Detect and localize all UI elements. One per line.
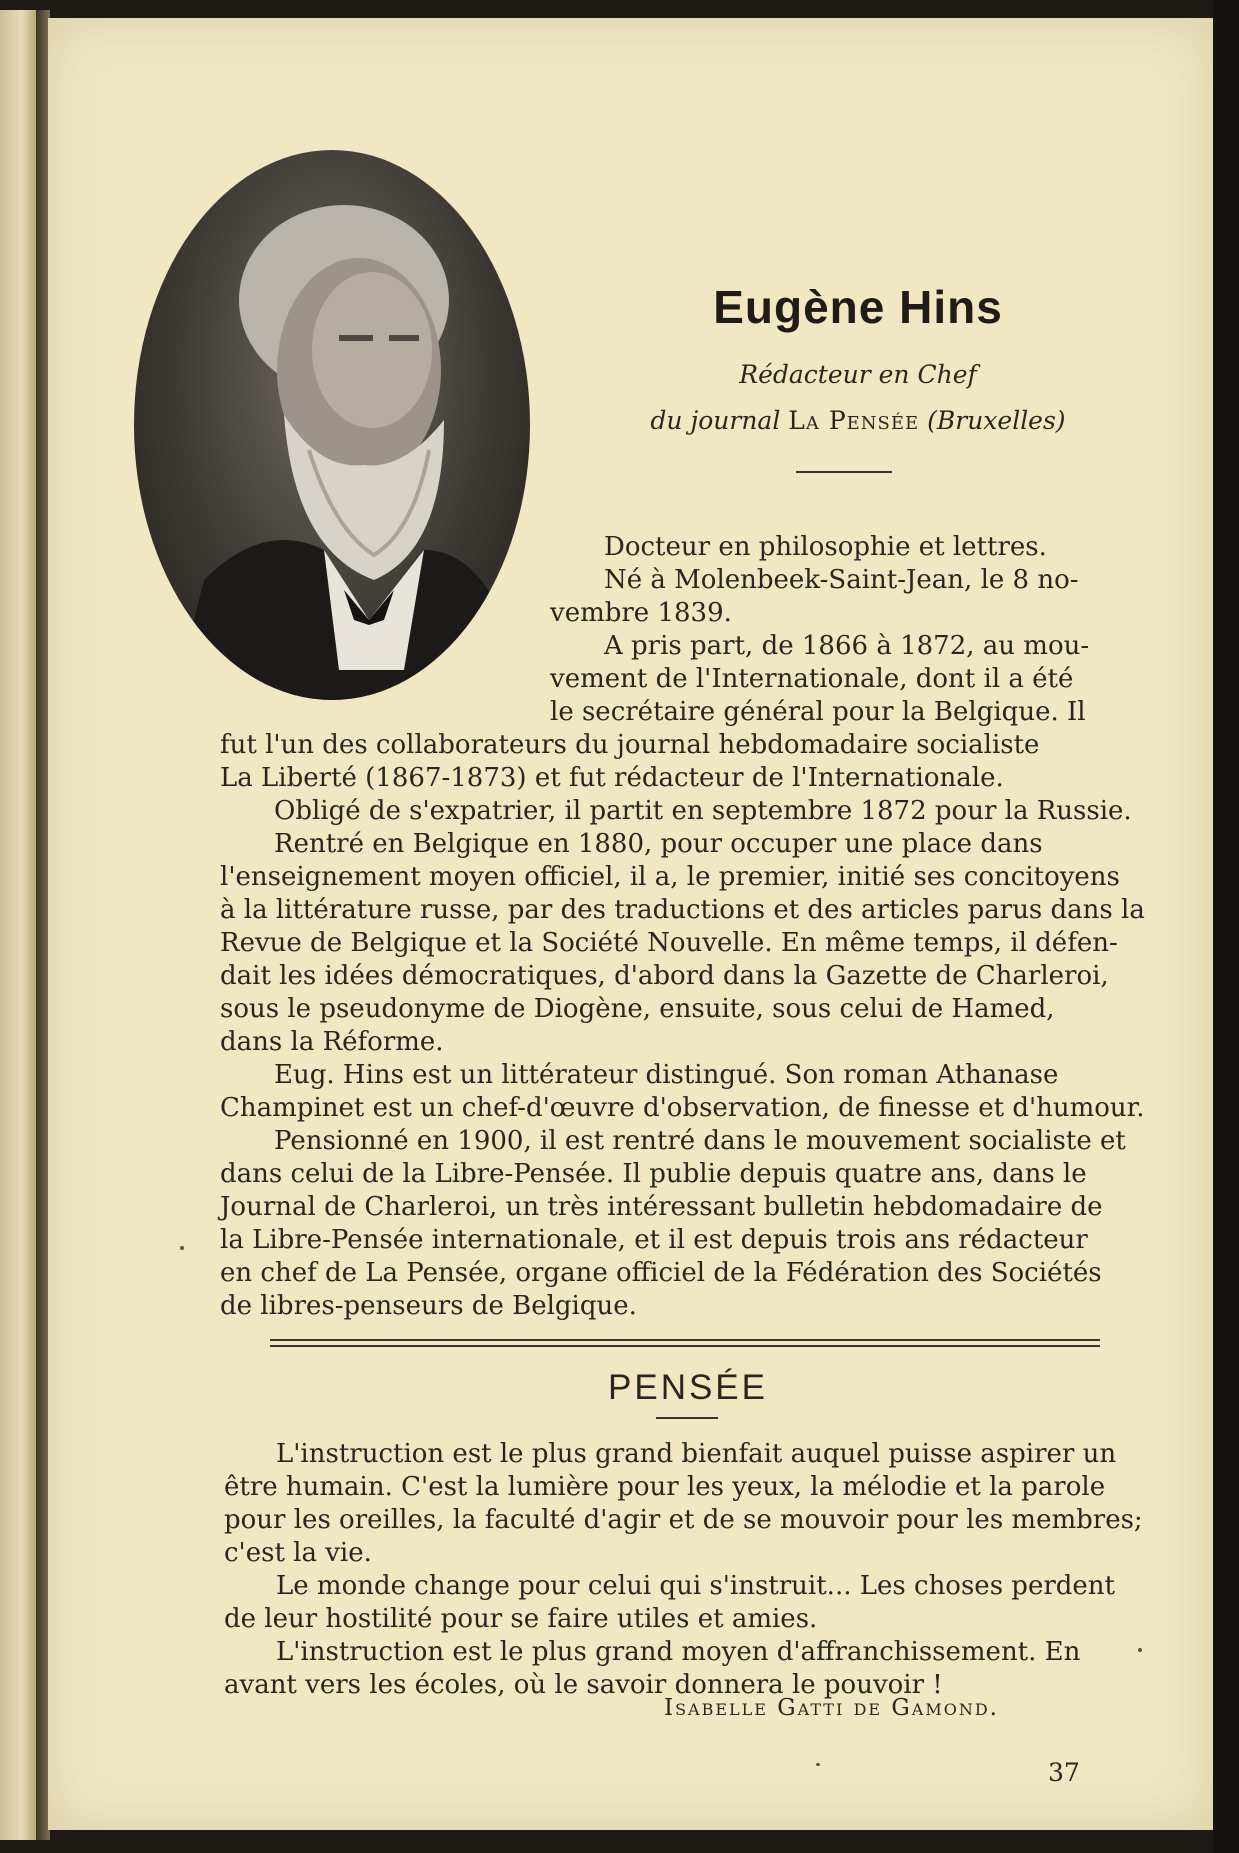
paper-speck (180, 1246, 184, 1250)
journal-name: La Pensée (788, 406, 920, 435)
page-number: 37 (1048, 1758, 1080, 1787)
bio-line: Eug. Hins est un littérateur distingué. Son roman Athanase (274, 1060, 1059, 1090)
bio-line: le secrétaire général pour la Belgique. Il (550, 697, 1086, 727)
bio-line: Obligé de s'expatrier, il partit en septembre 1872 pour la Russie. (274, 796, 1132, 826)
bio-line: dait les idées démocratiques, d'abord dans la Gazette de Charleroi, (220, 961, 1109, 991)
person-name: Eugène Hins (713, 281, 1003, 333)
bio-line: dans celui de la Libre-Pensée. Il publie depuis quatre ans, dans le (220, 1159, 1087, 1189)
quote-signature: Isabelle Gatti de Gamond. (664, 1695, 999, 1721)
bio-line: l'enseignement moyen officiel, il a, le premier, initié ses concitoyens (220, 862, 1120, 892)
bio-line: Pensionné en 1900, il est rentré dans le mouvement socialiste et (274, 1126, 1126, 1156)
bio-line: vembre 1839. (550, 598, 732, 628)
bio-line: en chef de La Pensée, organe officiel de la Fédération des Sociétés (220, 1258, 1102, 1288)
section-title: PENSÉE (608, 1368, 768, 1407)
thought-line: Le monde change pour celui qui s'instruit... Les choses perdent (276, 1571, 1115, 1601)
bio-line: Revue de Belgique et la Société Nouvelle. En même temps, il défen- (220, 928, 1118, 958)
paper-speck (1138, 1648, 1142, 1652)
paper-speck (816, 1763, 820, 1766)
bio-line: A pris part, de 1866 à 1872, au mou- (604, 631, 1090, 661)
title-divider (796, 471, 892, 473)
bio-line: vement de l'Internationale, dont il a été (550, 664, 1074, 694)
book-page (48, 18, 1213, 1830)
bleed-through-text (998, 118, 1239, 177)
journal-city: (Bruxelles) (927, 406, 1066, 435)
bio-line: Né à Molenbeek-Saint-Jean, le 8 no- (604, 565, 1079, 595)
portrait-photo (134, 150, 530, 700)
bio-line: fut l'un des collaborateurs du journal hebdomadaire socialiste (220, 730, 1040, 760)
section-divider-top (270, 1339, 1100, 1341)
section-title-underline (656, 1417, 718, 1419)
journal-prefix: du journal (650, 406, 781, 435)
bio-line: Docteur en philosophie et lettres. (604, 532, 1047, 562)
section-divider-bottom (270, 1345, 1100, 1347)
previous-page-edge (0, 10, 36, 1840)
bio-line: Journal de Charleroi, un très intéressant bulletin hebdomadaire de (220, 1192, 1103, 1222)
thought-line: être humain. C'est la lumière pour les yeux, la mélodie et la parole (224, 1472, 1106, 1502)
bio-line: sous le pseudonyme de Diogène, ensuite, sous celui de Hamed, (220, 994, 1055, 1024)
thought-line: c'est la vie. (224, 1538, 372, 1568)
bio-line: à la littérature russe, par des traductions et des articles parus dans la (220, 895, 1145, 925)
bio-line: de libres-penseurs de Belgique. (220, 1291, 637, 1321)
bio-line: dans la Réforme. (220, 1027, 444, 1057)
thought-line: L'instruction est le plus grand bienfait auquel puisse aspirer un (276, 1439, 1117, 1469)
thought-line: de leur hostilité pour se faire utiles et amies. (224, 1604, 818, 1634)
thought-line: avant vers les écoles, où le savoir donnera le pouvoir ! (224, 1670, 943, 1700)
bio-line: Champinet est un chef-d'œuvre d'observation, de finesse et d'humour. (220, 1093, 1145, 1123)
thought-line: pour les oreilles, la faculté d'agir et de se mouvoir pour les membres; (224, 1505, 1143, 1535)
bio-line: la Libre-Pensée internationale, et il est depuis trois ans rédacteur (220, 1225, 1088, 1255)
journal-line (608, 406, 1108, 435)
scan-right-border (1213, 0, 1239, 1853)
bio-line: Rentré en Belgique en 1880, pour occuper une place dans (274, 829, 1043, 859)
person-role: Rédacteur en Chef (739, 360, 977, 389)
bio-line: La Liberté (1867-1873) et fut rédacteur de l'Internationale. (220, 763, 1004, 793)
thought-line: L'instruction est le plus grand moyen d'affranchissement. En (276, 1637, 1081, 1667)
portrait-illustration (134, 150, 530, 700)
